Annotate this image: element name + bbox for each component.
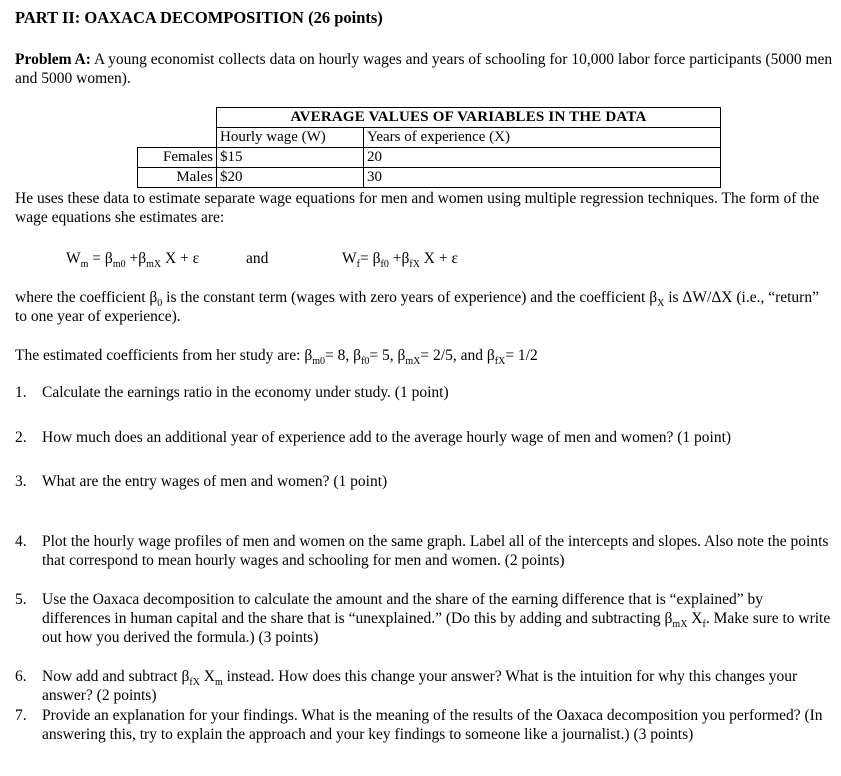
question-6: 6. Now add and subtract $\beta_{fX}$ $X_m$ instead. How does this change your answer? What is the intuition for why this changes your answer? (2 points) bbox=[15, 668, 798, 704]
female-wage-equation: $W_f= \beta_{f0} +\beta_{fX}$ X + ε bbox=[342, 250, 458, 271]
estimated-coefficients: The estimated coefficients from her study are: $\beta_{m0}= 8$, $\beta_{f0}= 5$, $\beta_{mX}= 2/5$, and $\beta_{fX}= 1/2$ bbox=[15, 347, 538, 368]
page-heading: PART II: OAXACA DECOMPOSITION (26 points) bbox=[15, 8, 383, 27]
question-5: 5. Use the Oaxaca decomposition to calculate the amount and the share of the earning difference that is “explained” by differences in human capital and the share that is “unexplained.” (Do this by adding and subtracting $\beta_{mX}$ $X_f$. Make sure to write out how you derived the formula.) (3 points) bbox=[15, 591, 831, 646]
equation-and: and bbox=[246, 250, 269, 267]
problem-text: A young economist collects data on hourly wages and years of schooling for 10,000 labor force participants (5000 men and 5000 women). bbox=[15, 51, 833, 87]
row-label-males: Males bbox=[138, 168, 217, 188]
column-header-experience: Years of experience (X) bbox=[364, 128, 721, 148]
row-label-females: Females bbox=[138, 148, 217, 168]
table-row bbox=[138, 148, 721, 168]
cell-male-experience: 30 bbox=[364, 168, 721, 188]
cell-female-experience: 20 bbox=[364, 148, 721, 168]
table-row bbox=[138, 168, 721, 188]
table-title-row bbox=[138, 108, 721, 128]
column-header-wage: Hourly wage (W) bbox=[217, 128, 364, 148]
intro-paragraph: He uses these data to estimate separate wage equations for men and women using multiple regression techniques. The form of the wage equations she estimates are: bbox=[15, 190, 820, 226]
problem-statement bbox=[15, 50, 833, 88]
coefficient-explanation: where the coefficient $\beta_0$ is the constant term (wages with zero years of experience) and the coefficient $\beta_X$ is ΔW/ΔX (i.e., “return” to one year of experience). bbox=[15, 289, 819, 325]
cell-female-wage: $15 bbox=[217, 148, 364, 168]
question-4: 4. Plot the hourly wage profiles of men and women on the same graph. Label all of the intercepts and slopes. Also note the points that correspond to mean hourly wages and schooling for men and women. (2 points) bbox=[15, 533, 829, 569]
table-title: AVERAGE VALUES OF VARIABLES IN THE DATA bbox=[217, 108, 721, 128]
question-2: 2. How much does an additional year of experience add to the average hourly wage of men and women? (1 point) bbox=[15, 429, 732, 446]
question-7: 7. Provide an explanation for your findings. What is the meaning of the results of the Oaxaca decomposition you performed? (In answering this, try to explain the approach and your key findings to someone like a journalist.) (3 points) bbox=[15, 707, 823, 743]
male-wage-equation: $W_m = \beta_{m0} +\beta_{mX}$ X + ε bbox=[66, 250, 200, 271]
average-values-table bbox=[137, 107, 721, 188]
problem-label: Problem A: bbox=[15, 51, 91, 68]
question-3: 3. What are the entry wages of men and women? (1 point) bbox=[15, 473, 388, 490]
cell-male-wage: $20 bbox=[217, 168, 364, 188]
question-1: 1. Calculate the earnings ratio in the economy under study. (1 point) bbox=[15, 384, 449, 401]
table-header-row bbox=[138, 128, 721, 148]
